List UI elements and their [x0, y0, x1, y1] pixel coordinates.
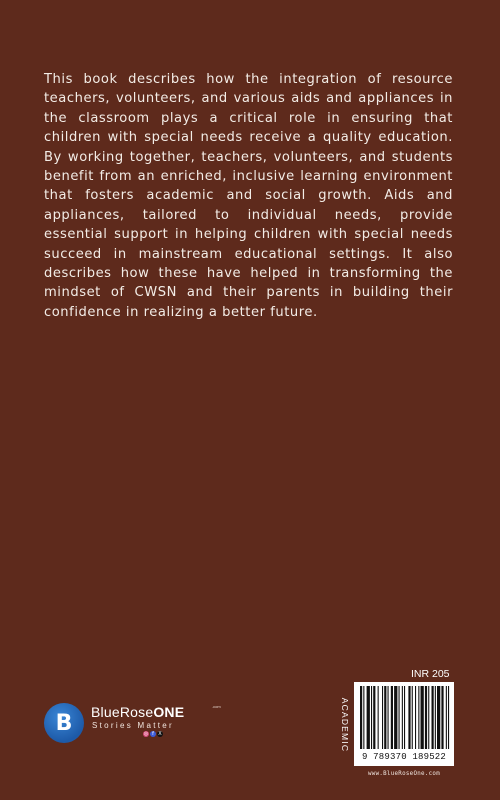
publisher-name-prefix: BlueRose [91, 704, 154, 720]
publisher-name-suffix: ONE [153, 704, 185, 720]
barcode-bar [425, 686, 427, 749]
barcode-bar [441, 686, 443, 749]
book-description [44, 70, 453, 322]
barcode-bar [399, 686, 400, 749]
publisher-name [91, 704, 184, 720]
book-description-text: This book describes how the integration of resource teachers, volunteers, and various aids and appliances in the classroom plays a critical role in ensuring that children with special needs receive a quality education. By working together, teachers, volunteers, and students benefit from an enriched, inclusive learning environment that fosters academic and social growth. Aids and appliances, tailored to individual needs, provide essential support in helping children with special needs succeed in mainstream educational settings. It also describes how these have helped in transforming the mindset of CWSN and their parents in building their confidence in realizing a better future. [44, 72, 453, 320]
social-icons [143, 731, 163, 737]
barcode-bar [373, 686, 375, 749]
publisher-tagline: Stories Matter [92, 721, 174, 730]
barcode-bar [404, 686, 405, 749]
barcode-bar [384, 686, 386, 749]
barcode-bar [415, 686, 416, 749]
barcode-bar [435, 686, 436, 749]
barcode-bar [432, 686, 434, 749]
publisher-domain-small: .com [212, 704, 221, 709]
barcode-bar [412, 686, 413, 749]
publisher-website: www.BlueRoseOne.com [367, 771, 440, 777]
publisher-mark-icon: B [44, 703, 84, 743]
isbn-barcode [354, 682, 454, 766]
barcode-bar [448, 686, 449, 749]
instagram-icon: ◎ [143, 731, 149, 737]
barcode-bar [446, 686, 447, 749]
barcode-bar [367, 686, 370, 749]
barcode-bar [360, 686, 362, 749]
publisher-logo [44, 700, 234, 750]
barcode-bar [378, 686, 379, 749]
barcode-bar [391, 686, 393, 749]
barcode-bar [382, 686, 383, 749]
isbn-number: 9 789370 189522 [361, 752, 446, 762]
barcode-bar [408, 686, 410, 749]
barcode-bar [418, 686, 419, 749]
barcode-bar [388, 686, 389, 749]
barcode-bar [371, 686, 372, 749]
barcode-bar [363, 686, 364, 749]
barcode-bar [437, 686, 440, 749]
barcode-bar [421, 686, 424, 749]
facebook-icon: f [150, 731, 156, 737]
price-label: INR 205 [411, 668, 450, 680]
barcode-bar [428, 686, 429, 749]
category-text: ACADEMIC [340, 697, 350, 753]
barcode-bar [402, 686, 403, 749]
barcode-bar [394, 686, 397, 749]
barcode-bars [354, 682, 454, 752]
x-icon: X [158, 731, 162, 737]
category-label [339, 690, 351, 760]
